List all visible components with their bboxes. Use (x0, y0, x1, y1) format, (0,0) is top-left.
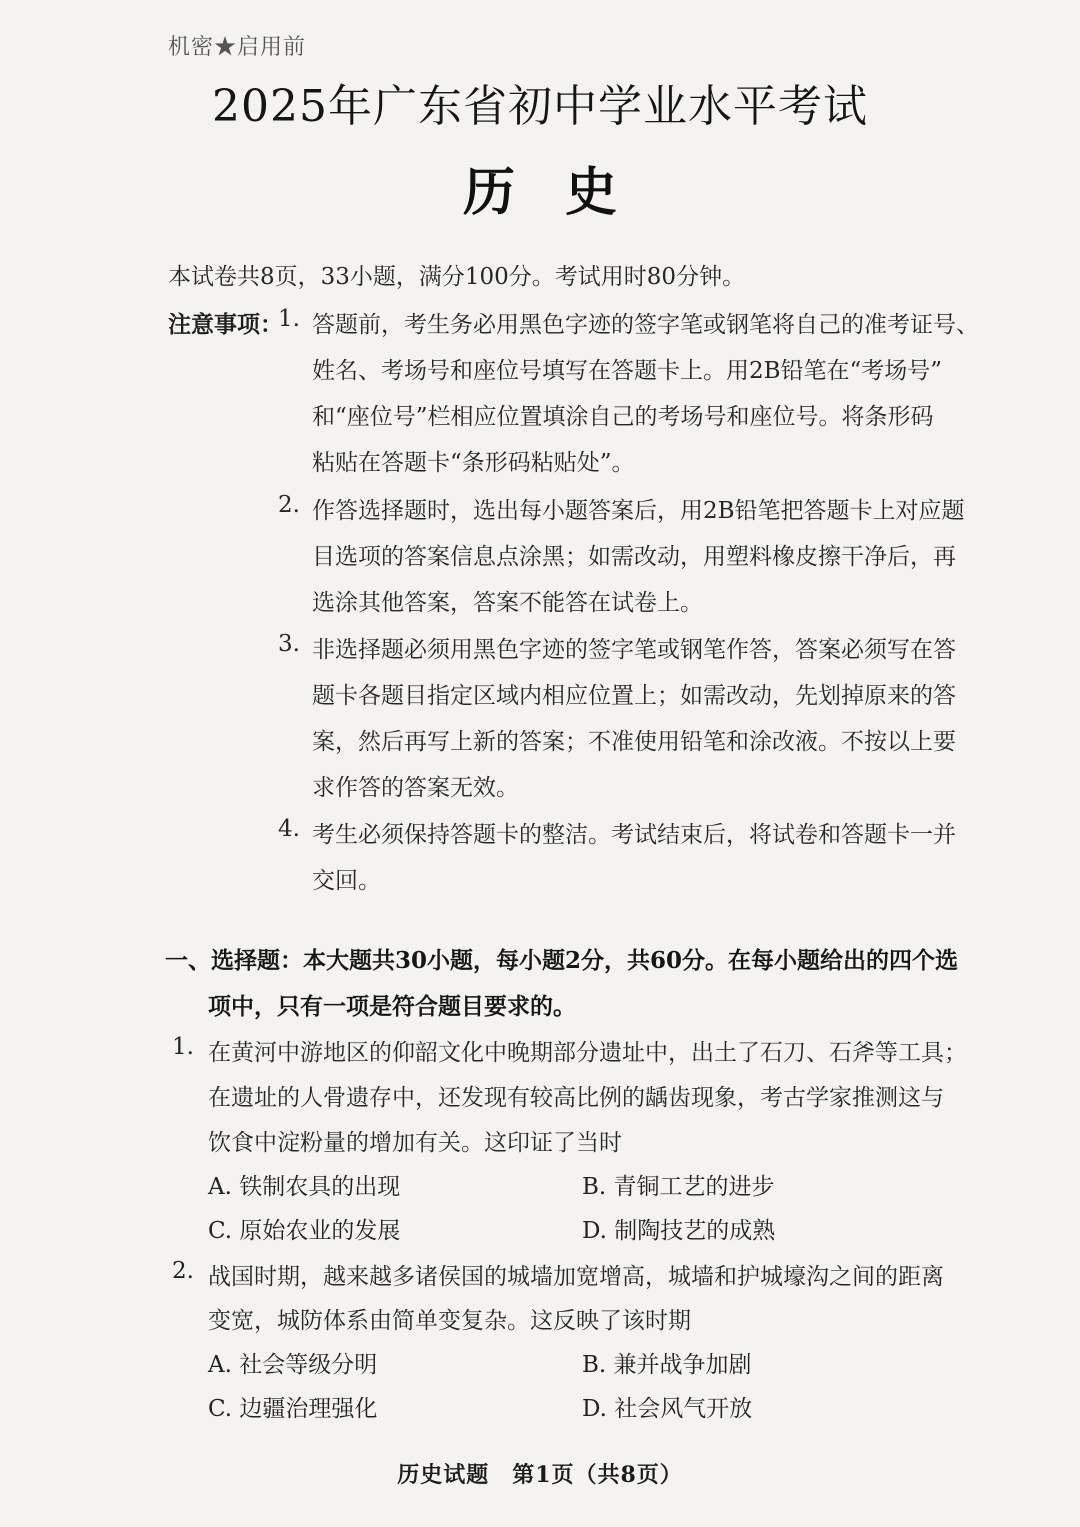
notice-line: 姓名、考场号和座位号填写在答题卡上。用2B铅笔在“考场号” (312, 358, 943, 384)
question-stem-line: 在黄河中游地区的仰韶文化中晚期部分遗址中，出土了石刀、石斧等工具； (208, 1040, 967, 1066)
question-stem-line: 在遗址的人骨遗存中，还发现有较高比例的龋齿现象，考古学家推测这与 (208, 1085, 944, 1111)
notice-line: 题卡各题目指定区域内相应位置上；如需改动，先划掉原来的答 (312, 683, 956, 709)
notice-line: 目选项的答案信息点涂黑；如需改动，用塑料橡皮擦干净后，再 (312, 544, 956, 570)
option-b: B. 兼并战争加剧 (582, 1352, 752, 1378)
option-a: A. 社会等级分明 (208, 1352, 378, 1378)
notice-line: 和“座位号”栏相应位置填涂自己的考场号和座位号。将条形码 (312, 404, 934, 430)
notice-label: 注意事项： (168, 311, 283, 338)
option-c: C. 边疆治理强化 (208, 1396, 378, 1422)
notice-line: 选涂其他答案，答案不能答在试卷上。 (312, 590, 703, 616)
notice-line: 作答选择题时，选出每小题答案后，用2B铅笔把答题卡上对应题 (312, 498, 965, 524)
page-footer: 历史试题 第1页（共8页） (397, 1462, 683, 1488)
notice-line: 交回。 (312, 868, 381, 894)
question-stem-line: 战国时期，越来越多诸侯国的城墙加宽增高，城墙和护城壕沟之间的距离 (208, 1264, 944, 1290)
option-d: D. 社会风气开放 (582, 1396, 753, 1422)
question-stem-line: 饮食中淀粉量的增加有关。这印证了当时 (208, 1130, 622, 1156)
option-d: D. 制陶技艺的成熟 (582, 1218, 776, 1244)
notice-item-number: 4. (278, 816, 300, 842)
question-number: 1. (172, 1034, 194, 1060)
notice-line: 案，然后再写上新的答案；不准使用铅笔和涂改液。不按以上要 (312, 729, 956, 755)
secret-mark: 机密★启用前 (168, 35, 307, 60)
option-a: A. 铁制农具的出现 (208, 1174, 401, 1200)
section-heading: 一、选择题：本大题共30小题，每小题2分，共60分。在每小题给出的四个选 (165, 947, 959, 974)
section-heading-continued: 项中，只有一项是符合题目要求的。 (208, 993, 576, 1020)
notice-item-number: 1. (278, 306, 300, 332)
notice-item-number: 2. (278, 492, 300, 518)
notice-line: 答题前，考生务必用黑色字迹的签字笔或钢笔将自己的准考证号、 (312, 312, 979, 338)
question-stem-line: 变宽，城防体系由简单变复杂。这反映了该时期 (208, 1308, 691, 1334)
subject-title: 历史 (462, 162, 667, 223)
notice-line: 求作答的答案无效。 (312, 775, 519, 801)
notice-line: 粘贴在答题卡“条形码粘贴处”。 (312, 450, 635, 476)
notice-line: 非选择题必须用黑色字迹的签字笔或钢笔作答，答案必须写在答 (312, 637, 956, 663)
notice-line: 考生必须保持答题卡的整洁。考试结束后，将试卷和答题卡一并 (312, 822, 956, 848)
exam-intro: 本试卷共8页，33小题，满分100分。考试用时80分钟。 (168, 264, 746, 290)
option-b: B. 青铜工艺的进步 (582, 1174, 775, 1200)
notice-item-number: 3. (278, 631, 300, 657)
option-c: C. 原始农业的发展 (208, 1218, 401, 1244)
exam-title: 2025年广东省初中学业水平考试 (212, 81, 868, 132)
question-number: 2. (172, 1258, 194, 1284)
